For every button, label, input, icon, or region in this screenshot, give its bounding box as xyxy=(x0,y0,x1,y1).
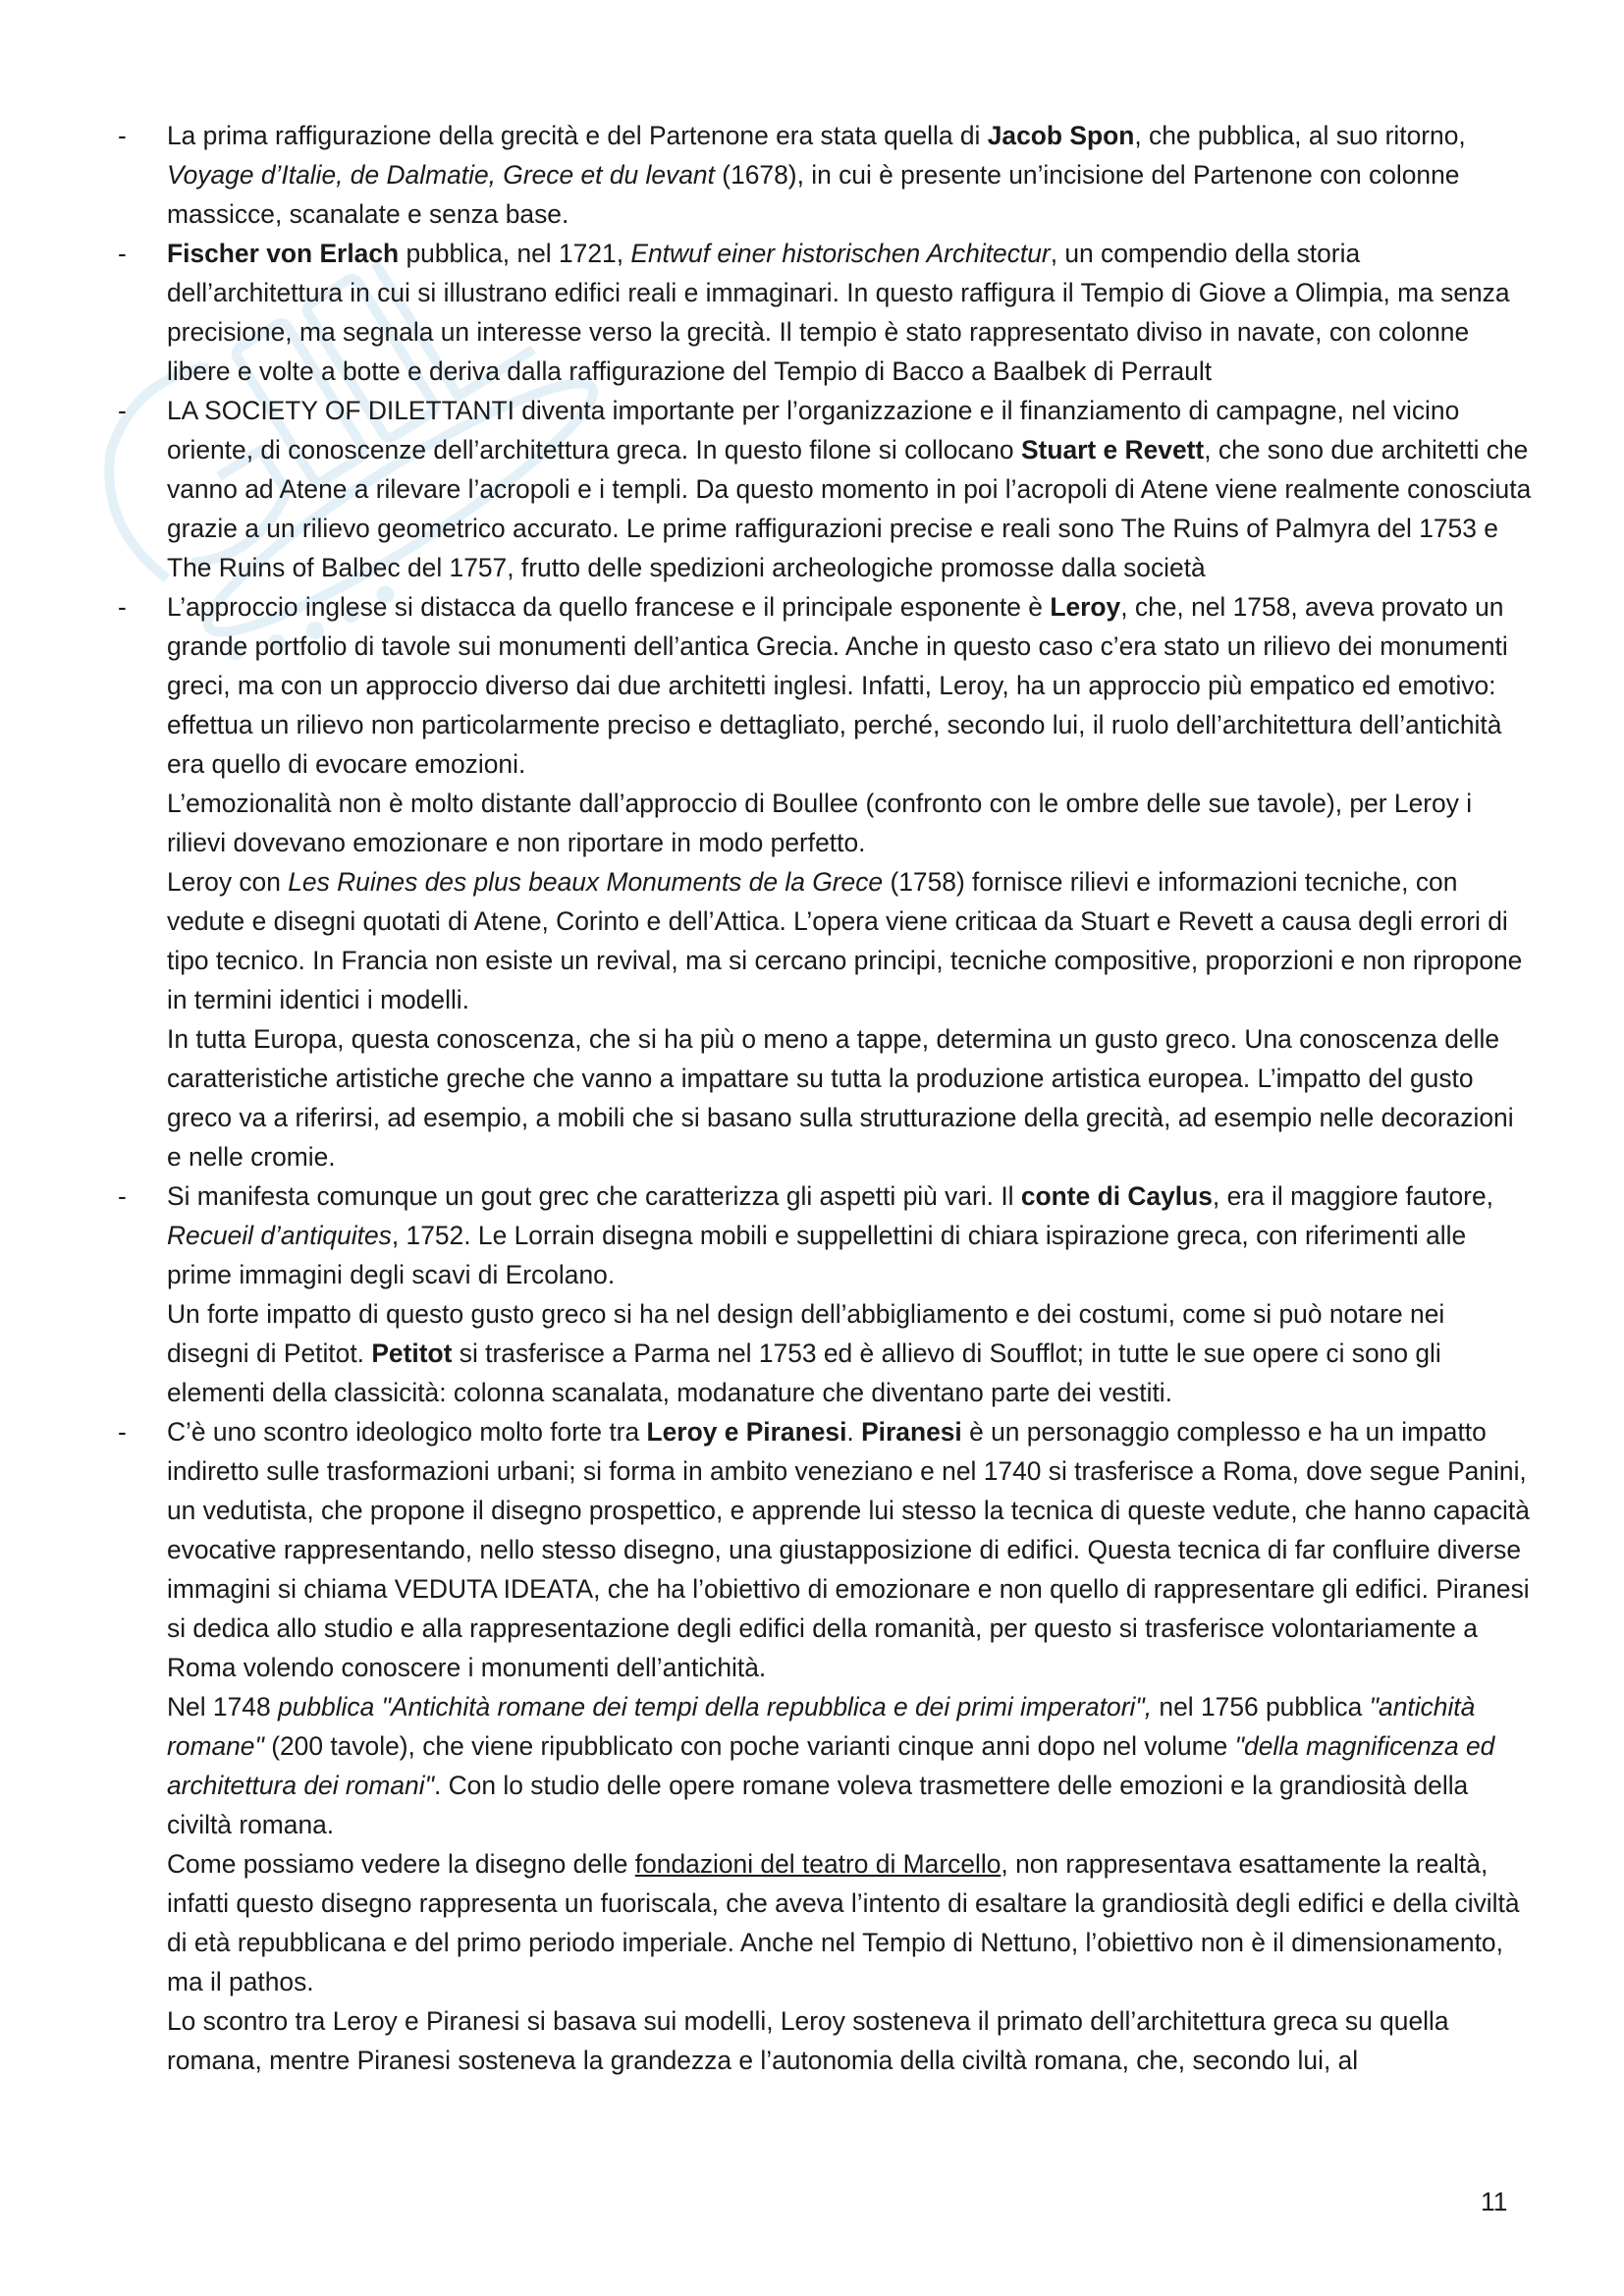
text-segment: , che, nel 1758, aveva provato un grande portfolio di tavole sui monumenti dell’antica Grecia. Anche in questo caso c’era stato un rilievo dei monumenti greci, ma con un approccio diverso dai due architetti inglesi. Infatti, Leroy, ha un approccio più empatico ed emotivo: effettua un rilievo non particolarmente preciso e dettagliato, perché, secondo lui, il ruolo dell’architettura dell’antichità era quello di evocare emozioni. xyxy=(167,592,1508,779)
notes-body xyxy=(118,116,1532,2080)
text-segment: In tutta Europa, questa conoscenza, che si ha più o meno a tappe, determina un gusto greco. Una conoscenza delle caratteristiche artistiche greche che vanno a impattare su tutta la produzione artistica europea. L’impatto del gusto greco va a riferirsi, ad esempio, a mobili che si basano sulla strutturazione della grecità, ad esempio nelle decorazioni e nelle cromie. xyxy=(167,1024,1514,1172)
text-segment: (1758) fornisce rilievi e informazioni tecniche, con vedute e disegni quotati di Atene, Corinto e dell’Attica. L’opera viene criticaa da Stuart e Revett a causa degli errori di tipo tecnico. In Francia non esiste un revival, ma si cercano principi, tecniche compositive, proporzioni e non ripropone in termini identici i modelli. xyxy=(167,867,1523,1014)
bullet-dash: - xyxy=(118,1181,127,1211)
text-segment: , che pubblica, al suo ritorno, xyxy=(1134,121,1466,150)
bullet-paragraph xyxy=(167,1412,1532,1687)
bullet-item xyxy=(118,116,1532,234)
text-segment: (1678), in cui è presente un’incisione del Partenone con colonne massicce, scanalate e senza base. xyxy=(167,160,1460,229)
bullet-paragraph xyxy=(167,234,1532,391)
italic-text: pubblica "Antichità romane dei tempi della repubblica e dei primi imperatori", xyxy=(277,1692,1153,1722)
text-segment: Un forte impatto di questo gusto greco si ha nel design dell’abbigliamento e dei costumi, come si può notare nei disegni di Petitot. xyxy=(167,1299,1445,1368)
bullet-paragraph xyxy=(167,1687,1532,1844)
bullet-dash: - xyxy=(118,592,127,622)
bullet-paragraph xyxy=(167,2001,1532,2080)
bullet-paragraph xyxy=(167,1844,1532,2001)
bullet-paragraph xyxy=(167,391,1532,587)
bullet-paragraph xyxy=(167,116,1532,234)
bullet-paragraph xyxy=(167,784,1532,862)
text-segment: (200 tavole), che viene ripubblicato con poche varianti cinque anni dopo nel volume xyxy=(263,1731,1235,1761)
italic-text: Entwuf einer historischen Architectur xyxy=(630,239,1051,268)
text-segment: Leroy con xyxy=(167,867,289,897)
italic-text: "antichità romane" xyxy=(167,1692,1476,1761)
bold-text: Leroy xyxy=(1050,592,1121,622)
bullet-paragraph xyxy=(167,587,1532,784)
text-segment: L’approccio inglese si distacca da quello francese e il principale esponente è xyxy=(167,592,1051,622)
text-segment: L’emozionalità non è molto distante dall’approccio di Boullee (confronto con le ombre delle sue tavole), per Leroy i rilievi dovevano emozionare e non riportare in modo perfetto. xyxy=(167,789,1473,857)
bullet-dash: - xyxy=(118,121,127,150)
page-number: 11 xyxy=(1481,2187,1508,2216)
bold-text: Stuart e Revett xyxy=(1020,435,1205,465)
text-segment: si trasferisce a Parma nel 1753 ed è allievo di Soufflot; in tutte le sue opere ci sono gli elementi della classicità: colonna scanalata, modanature che diventano parte dei vestiti. xyxy=(167,1339,1441,1407)
bullet-paragraph xyxy=(167,1294,1532,1412)
bullet-item xyxy=(118,1176,1532,1412)
text-segment: pubblica, nel 1721, xyxy=(399,239,631,268)
text-segment: , non rappresentava esattamente la realtà, infatti questo disegno rappresenta un fuoriscala, che aveva l’intento di esaltare la grandiosità degli edifici e della civiltà di età repubblicana e del primo periodo imperiale. Anche nel Tempio di Nettuno, l’obiettivo non è il dimensionamento, ma il pathos. xyxy=(167,1849,1520,1996)
bold-text: Leroy e Piranesi xyxy=(646,1417,847,1447)
bullet-item xyxy=(118,587,1532,1176)
text-segment: , un compendio della storia dell’architettura in cui si illustrano edifici reali e immaginari. In questo raffigura il Tempio di Giove a Olimpia, ma senza precisione, ma segnala un interesse verso la grecità. Il tempio è stato rappresentato diviso in navate, con colonne libere e volte a botte e deriva dalla raffigurazione del Tempio di Bacco a Baalbek di Perrault xyxy=(167,239,1510,386)
underlined-text: fondazioni del teatro di Marcello xyxy=(634,1849,1001,1879)
bold-text: Petitot xyxy=(371,1339,453,1368)
italic-text: Recueil d’antiquites xyxy=(167,1221,392,1250)
text-segment: Come possiamo vedere la disegno delle xyxy=(167,1849,635,1879)
italic-text: Les Ruines des plus beaux Monuments de la Grece xyxy=(288,867,884,897)
text-segment: . Con lo studio delle opere romane voleva trasmettere delle emozioni e la grandiosità della civiltà romana. xyxy=(167,1771,1469,1839)
text-segment: , che sono due architetti che vanno ad Atene a rilevare l’acropoli e i templi. Da questo momento in poi l’acropoli di Atene viene realmente conosciuta grazie a un rilievo geometrico accurato. Le prime raffigurazioni precise e reali sono The Ruins of Palmyra del 1753 e The Ruins of Balbec del 1757, frutto delle spedizioni archeologiche promosse dalla società xyxy=(167,435,1532,582)
bullet-paragraph xyxy=(167,862,1532,1019)
text-segment: La prima raffigurazione della grecità e del Partenone era stata quella di xyxy=(167,121,988,150)
text-segment: Si manifesta comunque un gout grec che caratterizza gli aspetti più vari. Il xyxy=(167,1181,1021,1211)
bullet-item xyxy=(118,391,1532,587)
bold-text: Jacob Spon xyxy=(987,121,1135,150)
text-segment: Lo scontro tra Leroy e Piranesi si basava sui modelli, Leroy sosteneva il primato dell’architettura greca su quella romana, mentre Piranesi sosteneva la grandezza e l’autonomia della civiltà romana, che, secondo lui, al xyxy=(167,2006,1449,2075)
bullet-dash: - xyxy=(118,396,127,425)
italic-text: "della magnificenza ed architettura dei romani" xyxy=(167,1731,1495,1800)
bullet-item xyxy=(118,1412,1532,2080)
bold-text: Piranesi xyxy=(861,1417,962,1447)
bold-text: Fischer von Erlach xyxy=(167,239,400,268)
text-segment: . xyxy=(846,1417,862,1447)
italic-text: Voyage d’Italie, de Dalmatie, Grece et du levant xyxy=(167,160,715,190)
text-segment: è un personaggio complesso e ha un impatto indiretto sulle trasformazioni urbani; si forma in ambito veneziano e nel 1740 si trasferisce a Roma, dove segue Panini, un vedutista, che propone il disegno prospettico, e apprende lui stesso la tecnica di queste vedute, che hanno capacità evocative rappresentando, nello stesso disegno, una giustapposizione di edifici. Questa tecnica di far confluire diverse immagini si chiama VEDUTA IDEATA, che ha l’obiettivo di emozionare e non quello di rappresentare gli edifici. Piranesi si dedica allo studio e alla rappresentazione degli edifici della romanità, per questo si trasferisce volontariamente a Roma volendo conoscere i monumenti dell’antichità. xyxy=(167,1417,1530,1682)
bullet-item xyxy=(118,234,1532,391)
bullet-dash: - xyxy=(118,239,127,268)
text-segment: LA SOCIETY OF DILETTANTI diventa importante per l’organizzazione e il finanziamento di campagne, nel vicino oriente, di conoscenze dell’architettura greca. In questo filone si collocano xyxy=(167,396,1460,465)
text-segment: , 1752. Le Lorrain disegna mobili e suppellettini di chiara ispirazione greca, con riferimenti alle prime immagini degli scavi di Ercolano. xyxy=(167,1221,1467,1289)
text-segment: , era il maggiore fautore, xyxy=(1212,1181,1493,1211)
text-segment: nel 1756 pubblica xyxy=(1152,1692,1370,1722)
bullet-paragraph xyxy=(167,1019,1532,1176)
bullet-dash: - xyxy=(118,1417,127,1447)
bold-text: conte di Caylus xyxy=(1020,1181,1213,1211)
text-segment: Nel 1748 xyxy=(167,1692,278,1722)
text-segment: C’è uno scontro ideologico molto forte tra xyxy=(167,1417,647,1447)
bullet-paragraph xyxy=(167,1176,1532,1294)
